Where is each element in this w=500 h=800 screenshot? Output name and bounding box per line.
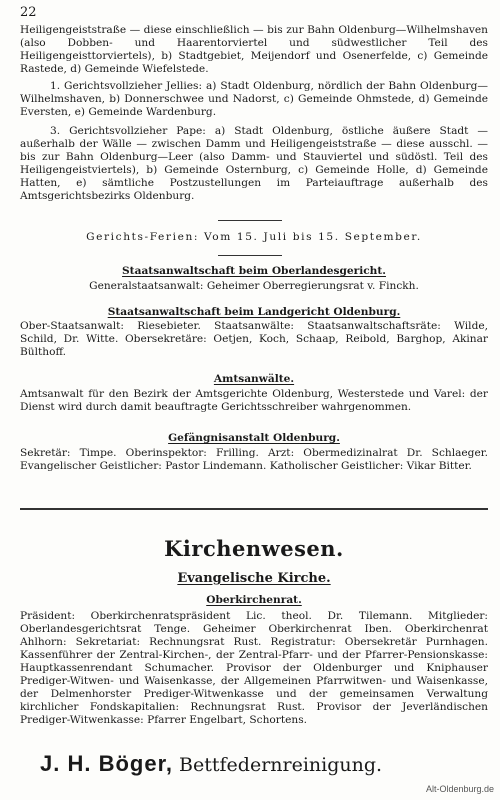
oberlandes-heading: Staatsanwaltschaft beim Oberlandesgericht. [122,265,386,277]
divider [218,255,282,256]
bailiff-item-1 [20,80,488,119]
kirchenwesen-heading: Kirchenwesen. [164,536,344,561]
gefaengnis-text: Sekretär: Timpe. Oberinspektor: Frilling. Arzt: Obermedizinalrat Dr. Schlaeger. Evangelischer Geistlicher: Pastor Lindemann. Katholischer Geistlicher: Vikar Bitter. [20,447,488,472]
page-number: 22 [20,5,37,20]
advert-business: Bettfedernreinigung. [179,754,383,776]
oberlandes-text: Generalstaatsanwalt: Geheimer Oberregierungsrat v. Finckh. [89,280,419,292]
oberkirchenrat-section [20,610,488,727]
watermark: Alt-Oldenburg.de [425,784,494,794]
landgericht-section [20,320,488,359]
court-holidays: Gerichts-Ferien: Vom 15. Juli bis 15. September. [86,231,422,243]
evangelisch-heading: Evangelische Kirche. [177,571,331,586]
advert-company-name: J. H. Böger, [40,751,174,776]
amtsanwaelte-text: Amtsanwalt für den Bezirk der Amtsgerichte Oldenburg, Westerstede und Varel: der Dienst wird durch damit beauftragte Gerichtsschreiber wahrgenommen. [20,388,488,413]
gefaengnis-heading: Gefängnisanstalt Oldenburg. [168,432,340,444]
intro-text: Heiligengeiststraße — diese einschließlich — bis zur Bahn Oldenburg—Wilhelmshaven (also Dobben- und Haarentorviertel und südwestlicher Teil des Heiligengeisttorviertels), b) Stadtgebiet, Meijendorf und Osenerfelde, c) Gemeinde Rastede, d) Gemeinde Wiefelstede. [20,24,488,75]
amtsanwaelte-section [20,388,488,414]
bailiff-item-3-text: 3. Gerichtsvollzieher Pape: a) Stadt Oldenburg, östliche äußere Stadt — außerhalb der Wälle — zwischen Damm und Heiligengeiststraße — diese ausschl. — bis zur Bahn Oldenburg—Leer (also Damm- und Stauviertel und südöstl. Teil des Heiligengeistviertels), b) Gemeinde Osternburg, c) Gemeinde Holle, d) Gemeinde Hatten, e) sämtliche Postzustellungen im Parteiauftrage außerhalb des Amtsgerichtsbezirks Oldenburg. [20,125,488,202]
bailiff-item-1-text: 1. Gerichtsvollzieher Jellies: a) Stadt Oldenburg, nördlich der Bahn Oldenburg—Wilhelmshaven, b) Donnerschwee und Nadorst, c) Gemeinde Ohmstede, d) Gemeinde Eversten, e) Gemeinde Wardenburg. [20,80,488,118]
oberkirchenrat-text: Präsident: Oberkirchenratspräsident Lic. theol. Dr. Tilemann. Mitglieder: Oberlandesgerichtsrat Tenge. Geheimer Oberkirchenrat Iben. Oberkirchenrat Ahlhorn: Sekretariat: Rechnungsrat Rust. Registratur: Obersekretär Purnhagen. Kassenführer der Zentral-Kirchen-, der Zentral-Pfarr- und der Pfarrer-Pensionskasse: Hauptkassenrendant Schumacher. Provisor der Oldenburger und Kniphauser Prediger-Witwen- und Waisenkasse, der Allgemeinen Pfarrwitwen- und Waisenkasse, der Delmenhorster Prediger-Witwenkasse und der gemeinsamen Verwaltung kirchlicher Fondskapitalien: Rechnungsrat Rust. Provisor der Jeverländischen Prediger-Witwenkasse: Pfarrer Engelbart, Schortens. [20,610,488,726]
landgericht-text: Ober-Staatsanwalt: Riesebieter. Staatsanwälte: Staatsanwaltschaftsräte: Wilde, Schild, Dr. Witte. Obersekretäre: Oetjen, Koch, Schaap, Reibold, Barghop, Akinar Bülthoff. [20,320,488,358]
section-rule [20,508,488,510]
oberkirchenrat-heading: Oberkirchenrat. [206,594,302,606]
landgericht-heading: Staatsanwaltschaft beim Landgericht Oldenburg. [107,306,401,318]
advertisement [40,751,460,783]
bailiff-item-3 [20,125,488,203]
divider [218,220,282,221]
gefaengnis-section [20,447,488,473]
amtsanwaelte-heading: Amtsanwälte. [213,373,295,385]
intro-paragraph [20,24,488,76]
